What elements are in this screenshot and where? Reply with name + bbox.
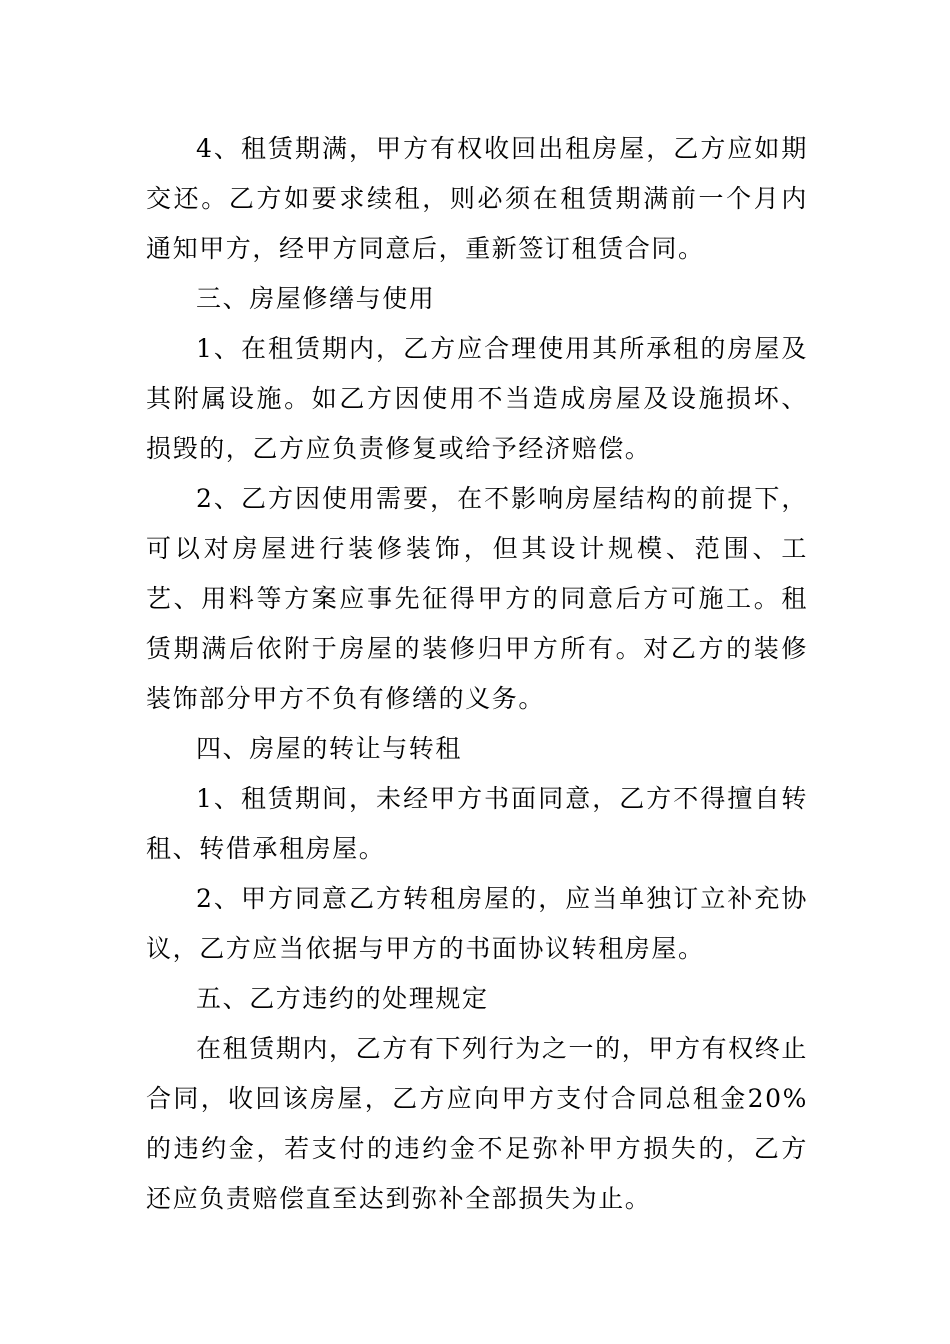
clause-lease-expiry: 4、租赁期满，甲方有权收回出租房屋，乙方应如期交还。乙方如要求续租，则必须在租赁期满前一个月内通知甲方，经甲方同意后，重新签订租赁合同。: [146, 134, 808, 263]
section-heading-repair-and-use: 三、房屋修缮与使用: [196, 284, 436, 313]
clause-breach-penalty: 在租赁期内，乙方有下列行为之一的，甲方有权终止合同，收回该房屋，乙方应向甲方支付合同总租金20%的违约金，若支付的违约金不足弥补甲方损失的，乙方还应负责赔偿直至达到弥补全部损失为止。: [146, 1034, 808, 1213]
section-heading-breach-handling: 五、乙方违约的处理规定: [196, 984, 489, 1013]
clause-renovation: 2、乙方因使用需要，在不影响房屋结构的前提下，可以对房屋进行装修装饰，但其设计规模、范围、工艺、用料等方案应事先征得甲方的同意后方可施工。租赁期满后依附于房屋的装修归甲方所有。对乙方的装修装饰部分甲方不负有修缮的义务。: [146, 484, 808, 713]
section-heading-transfer-and-sublease: 四、房屋的转让与转租: [196, 734, 463, 763]
document-page: [146, 124, 808, 1224]
clause-no-unauthorized-sublease: 1、租赁期间，未经甲方书面同意，乙方不得擅自转租、转借承租房屋。: [146, 784, 808, 863]
clause-sublease-agreement: 2、甲方同意乙方转租房屋的，应当单独订立补充协议，乙方应当依据与甲方的书面协议转租房屋。: [146, 884, 808, 963]
clause-reasonable-use: 1、在租赁期内，乙方应合理使用其所承租的房屋及其附属设施。如乙方因使用不当造成房屋及设施损坏、损毁的，乙方应负责修复或给予经济赔偿。: [146, 334, 808, 463]
